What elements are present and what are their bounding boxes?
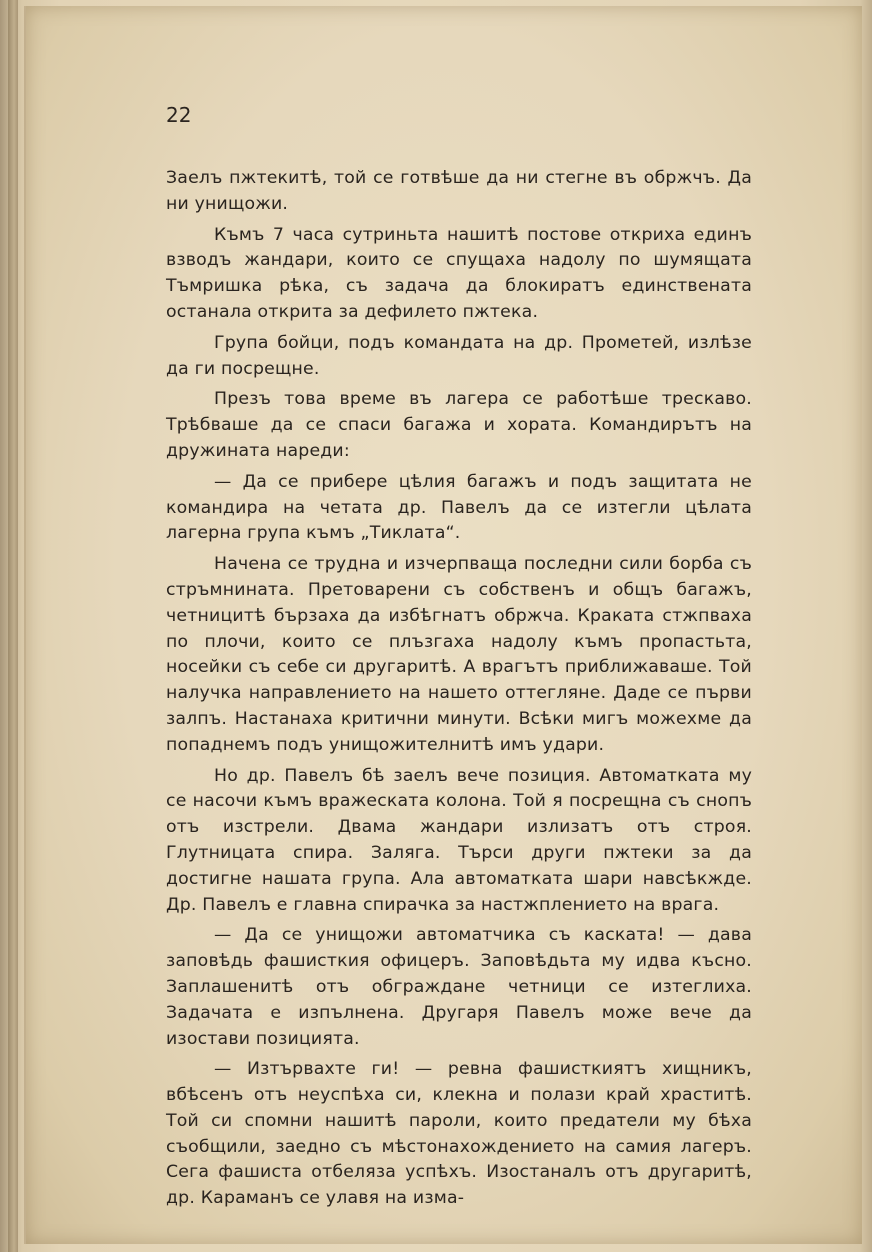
paragraph: Къмъ 7 часа сутриньта нашитѣ постове откриха единъ взводъ жандари, които се спущаха надолу по шумящата Тъмришка рѣка, съ задача да блокиратъ единствената останала открита за дефилето пжтека. (166, 224, 752, 322)
book-spine (8, 0, 18, 1252)
paragraph: Но др. Павелъ бѣ заелъ вече позиция. Автоматката му се насочи къмъ вражеската колона. Той я посрещна съ снопъ отъ изстрели. Двама жандари излизатъ отъ строя. Глутницата спира. Заляга. Търси други пжтеки за да достигне нашата група. Ала автоматката шари навсѣкжде. Др. Павелъ е главна спирачка за настжплението на врага. (166, 765, 752, 915)
paragraph: Начена се трудна и изчерпваща последни сили борба съ стръмнината. Претоварени съ собственъ и общъ багажъ, четницитѣ бързаха да избѣгнатъ обржча. Краката стжпваха по плочи, които се плъзгаха надолу къмъ пропастьта, носейки съ себе си другаритѣ. А врагътъ приближаваше. Той налучка направлението на нашето оттегляне. Даде се първи залпъ. Настанаха критични минути. Всѣки мигъ можехме да попаднемъ подъ унищожителнитѣ имъ удари. (166, 554, 752, 755)
page-number: 22 (166, 103, 192, 127)
paragraph: Презъ това време въ лагера се работѣше трескаво. Трѣбваше да се спаси багажа и хората. Командирътъ на дружината нареди: (166, 389, 752, 461)
paragraph: — Изтървахте ги! — ревна фашисткиятъ хищникъ, вбѣсенъ отъ неуспѣха си, клекна и полази край храститѣ. Той си спомни нашитѣ пароли, които предатели му бѣха съобщили, заедно съ мѣстонахождението на самия лагеръ. Сега фашиста отбеляза успѣхъ. Изостаналъ отъ другаритѣ, др. Караманъ се улавя на изма- (166, 1059, 752, 1209)
paragraph: Група бойци, подъ командата на др. Прометей, излѣзе да ги посрещне. (166, 332, 752, 379)
paragraph: — Да се прибере цѣлия багажъ и подъ защитата не командира на четата др. Павелъ да се изтегли цѣлата лагерна група къмъ „Тиклата“. (166, 471, 752, 544)
paragraph: — Да се унищожи автоматчика съ каската! — дава заповѣдь фашисткия офицеръ. Заповѣдьта му идва късно. Заплашенитѣ отъ обграждане четници се изтеглиха. Задачата е изпълнена. Другаря Павелъ може вече да изостави позицията. (166, 925, 752, 1049)
paragraph: Заелъ пжтекитѣ, той се готвѣше да ни стегне въ обржчъ. Да ни унищожи. (166, 168, 752, 214)
body-text (166, 166, 752, 1217)
